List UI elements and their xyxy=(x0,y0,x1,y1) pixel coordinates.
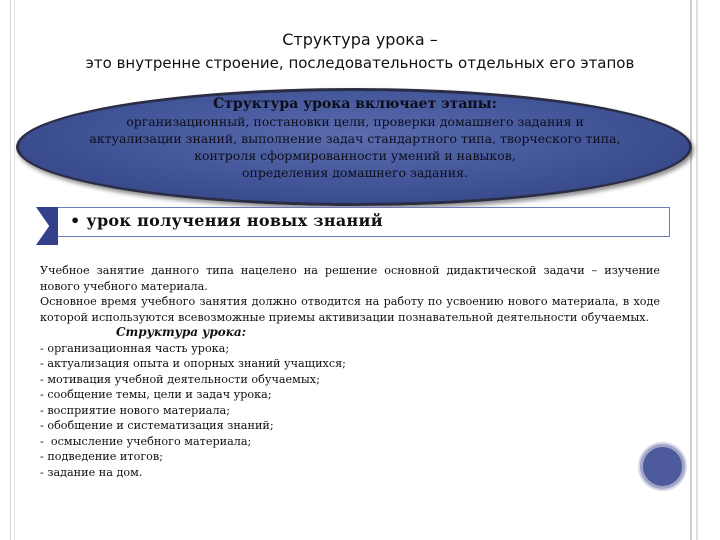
decorative-circle xyxy=(640,444,685,489)
list-item: - обобщение и систематизация знаний; xyxy=(40,419,274,432)
list-item: - восприятие нового материала; xyxy=(40,403,230,417)
list-item: - осмысление учебного материала; xyxy=(40,434,252,448)
list-item: - актуализация опыта и опорных знаний учащихся; xyxy=(40,357,346,370)
stages-line: контроля сформированности умений и навыков, xyxy=(194,148,516,163)
slide-title: Структура урока – xyxy=(282,30,438,49)
stages-heading: Структура урока включает этапы: xyxy=(213,96,497,112)
list-item: - подведение итогов; xyxy=(40,450,163,463)
slide-left-edge xyxy=(14,0,15,540)
description-paragraph: Учебное занятие данного типа нацелено на решение основной дидактической задачи – изучение нового учебного материала. xyxy=(40,264,660,293)
list-item: - организационная часть урока; xyxy=(40,341,230,355)
description-paragraph: Основное время учебного занятия должно отводится на работу по усвоению нового материала, в ходе которой используются всевозможные приемы активизации познавательной деятельности обучаемых. xyxy=(40,295,660,324)
list-item: - сообщение темы, цели и задач урока; xyxy=(40,388,272,401)
slide-right-edge xyxy=(690,0,692,540)
stages-line: организационный, постановки цели, проверки домашнего задания и xyxy=(126,114,584,129)
lesson-description xyxy=(40,263,660,480)
list-item: - задание на дом. xyxy=(40,465,143,479)
stages-ellipse-text xyxy=(40,96,670,181)
lesson-type-label: • урок получения новых знаний xyxy=(70,211,383,230)
structure-title: Структура урока: xyxy=(116,325,247,339)
stages-line: актуализации знаний, выполнение задач стандартного типа, творческого типа, xyxy=(89,131,621,146)
slide-subtitle: это внутренне строение, последовательность отдельных его этапов xyxy=(85,54,635,72)
slide-right-edge-outer xyxy=(696,0,698,540)
stages-line: определения домашнего задания. xyxy=(242,165,468,180)
list-item: - мотивация учебной деятельности обучаемых; xyxy=(40,372,320,386)
